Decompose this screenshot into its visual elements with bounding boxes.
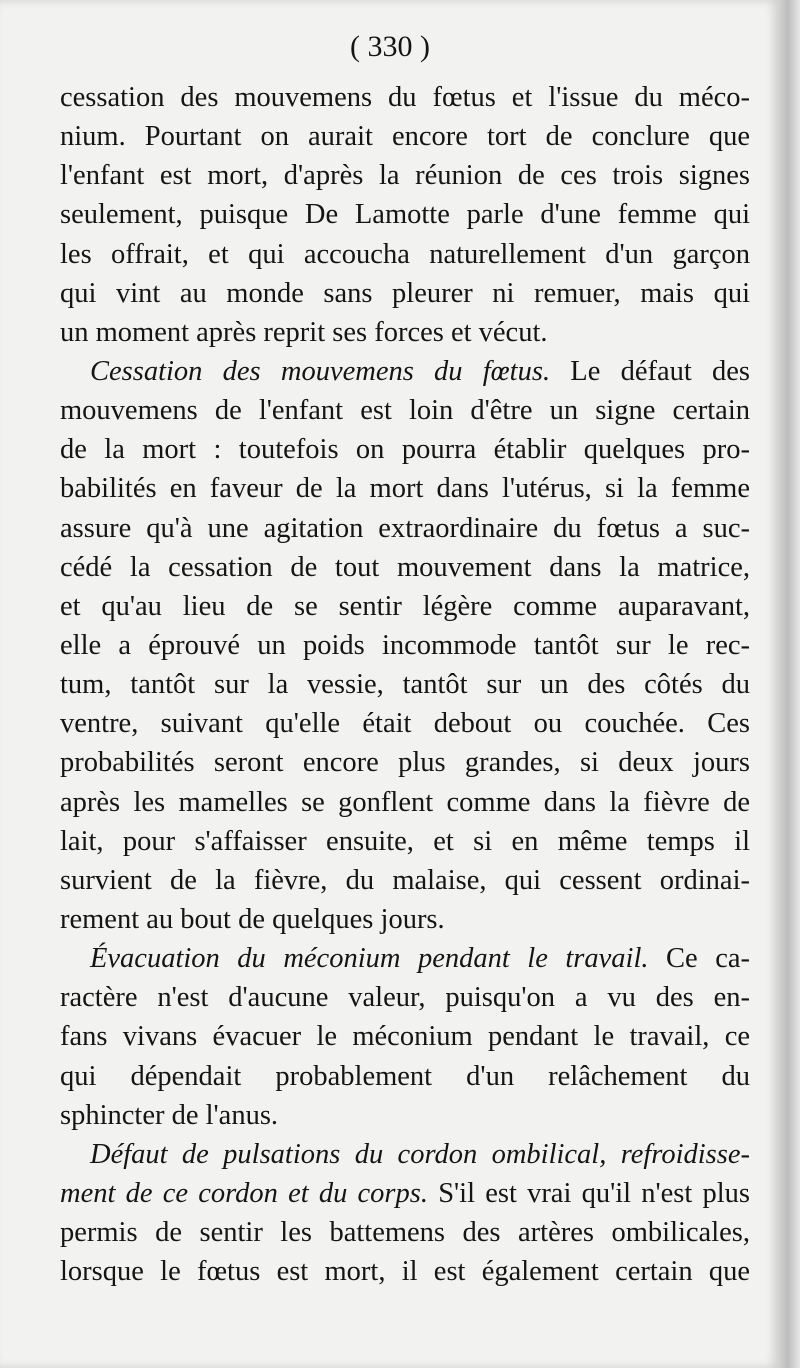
text-line: ventre, suivant qu'elle était debout ou couchée. Ces [60,708,750,740]
text-line: les offrait, et qui accoucha naturellement d'un garçon [60,238,750,270]
text-line: probabilités seront encore plus grandes, si deux jours [60,747,750,779]
text-line: et qu'au lieu de se sentir légère comme auparavant, [60,590,750,622]
text-line: ractère n'est d'aucune valeur, puisqu'on a vu des en- [60,982,750,1014]
text-line [60,1135,750,1174]
text-line: cessation des mouvemens du fœtus et l'issue du méco- [60,82,750,113]
text-line: nium. Pourtant on aurait encore tort de conclure que [60,121,750,153]
section-heading: Défaut de pulsations du cordon ombilical, refroidisse- [90,1138,750,1170]
section-heading: Cessation des mouvemens du fœtus. [90,355,551,387]
text-line: fans vivans évacuer le méconium pendant le travail, ce [60,1021,750,1053]
text-line: assure qu'à une agitation extraordinaire du fœtus a suc- [60,512,750,544]
text-line: seulement, puisque De Lamotte parle d'une femme qui [60,199,750,231]
text-line: sphincter de l'anus. [60,1099,279,1131]
text-line: survient de la fièvre, du malaise, qui cessent ordinai- [60,864,750,896]
text-line: cédé la cessation de tout mouvement dans la matrice, [60,551,750,583]
text-line: qui dépendait probablement d'un relâchement du [60,1060,750,1092]
text-line: lait, pour s'affaisser ensuite, et si en même temps il [60,825,750,857]
page-text [60,78,750,1291]
page-edge [780,0,800,1368]
page-number: ( 330 ) [350,30,430,63]
text-line: un moment après reprit ses forces et vécut. [60,316,548,348]
text-line: qui vint au monde sans pleurer ni remuer, mais qui [60,277,750,309]
text-line: babilités en faveur de la mort dans l'utérus, si la femme [60,473,750,505]
text-line: lorsque le fœtus est mort, il est également certain que [60,1256,750,1288]
text-line: l'enfant est mort, d'après la réunion de ces trois signes [60,160,750,192]
section-heading: Évacuation du méconium pendant le travail. [90,943,649,975]
text-line: ment de ce cordon et du corps. S'il est vrai qu'il n'est plus [60,1177,750,1209]
section-heading: ment de ce cordon et du corps. [60,1177,428,1209]
text-line: permis de sentir les battemens des artères ombilicales, [60,1217,750,1249]
text-line: elle a éprouvé un poids incommode tantôt sur le rec- [60,629,750,661]
text-line: Évacuation du méconium pendant le travail. Ce ca- [90,943,750,975]
text-line: après les mamelles se gonflent comme dans la fièvre de [60,786,750,818]
text-line: tum, tantôt sur la vessie, tantôt sur un des côtés du [60,669,750,701]
text-line: rement au bout de quelques jours. [60,903,445,935]
text-line: mouvemens de l'enfant est loin d'être un signe certain [60,395,750,427]
text-line: de la mort : toutefois on pourra établir quelques pro- [60,434,750,466]
text-line: Cessation des mouvemens du fœtus. Le défaut des [90,355,750,387]
